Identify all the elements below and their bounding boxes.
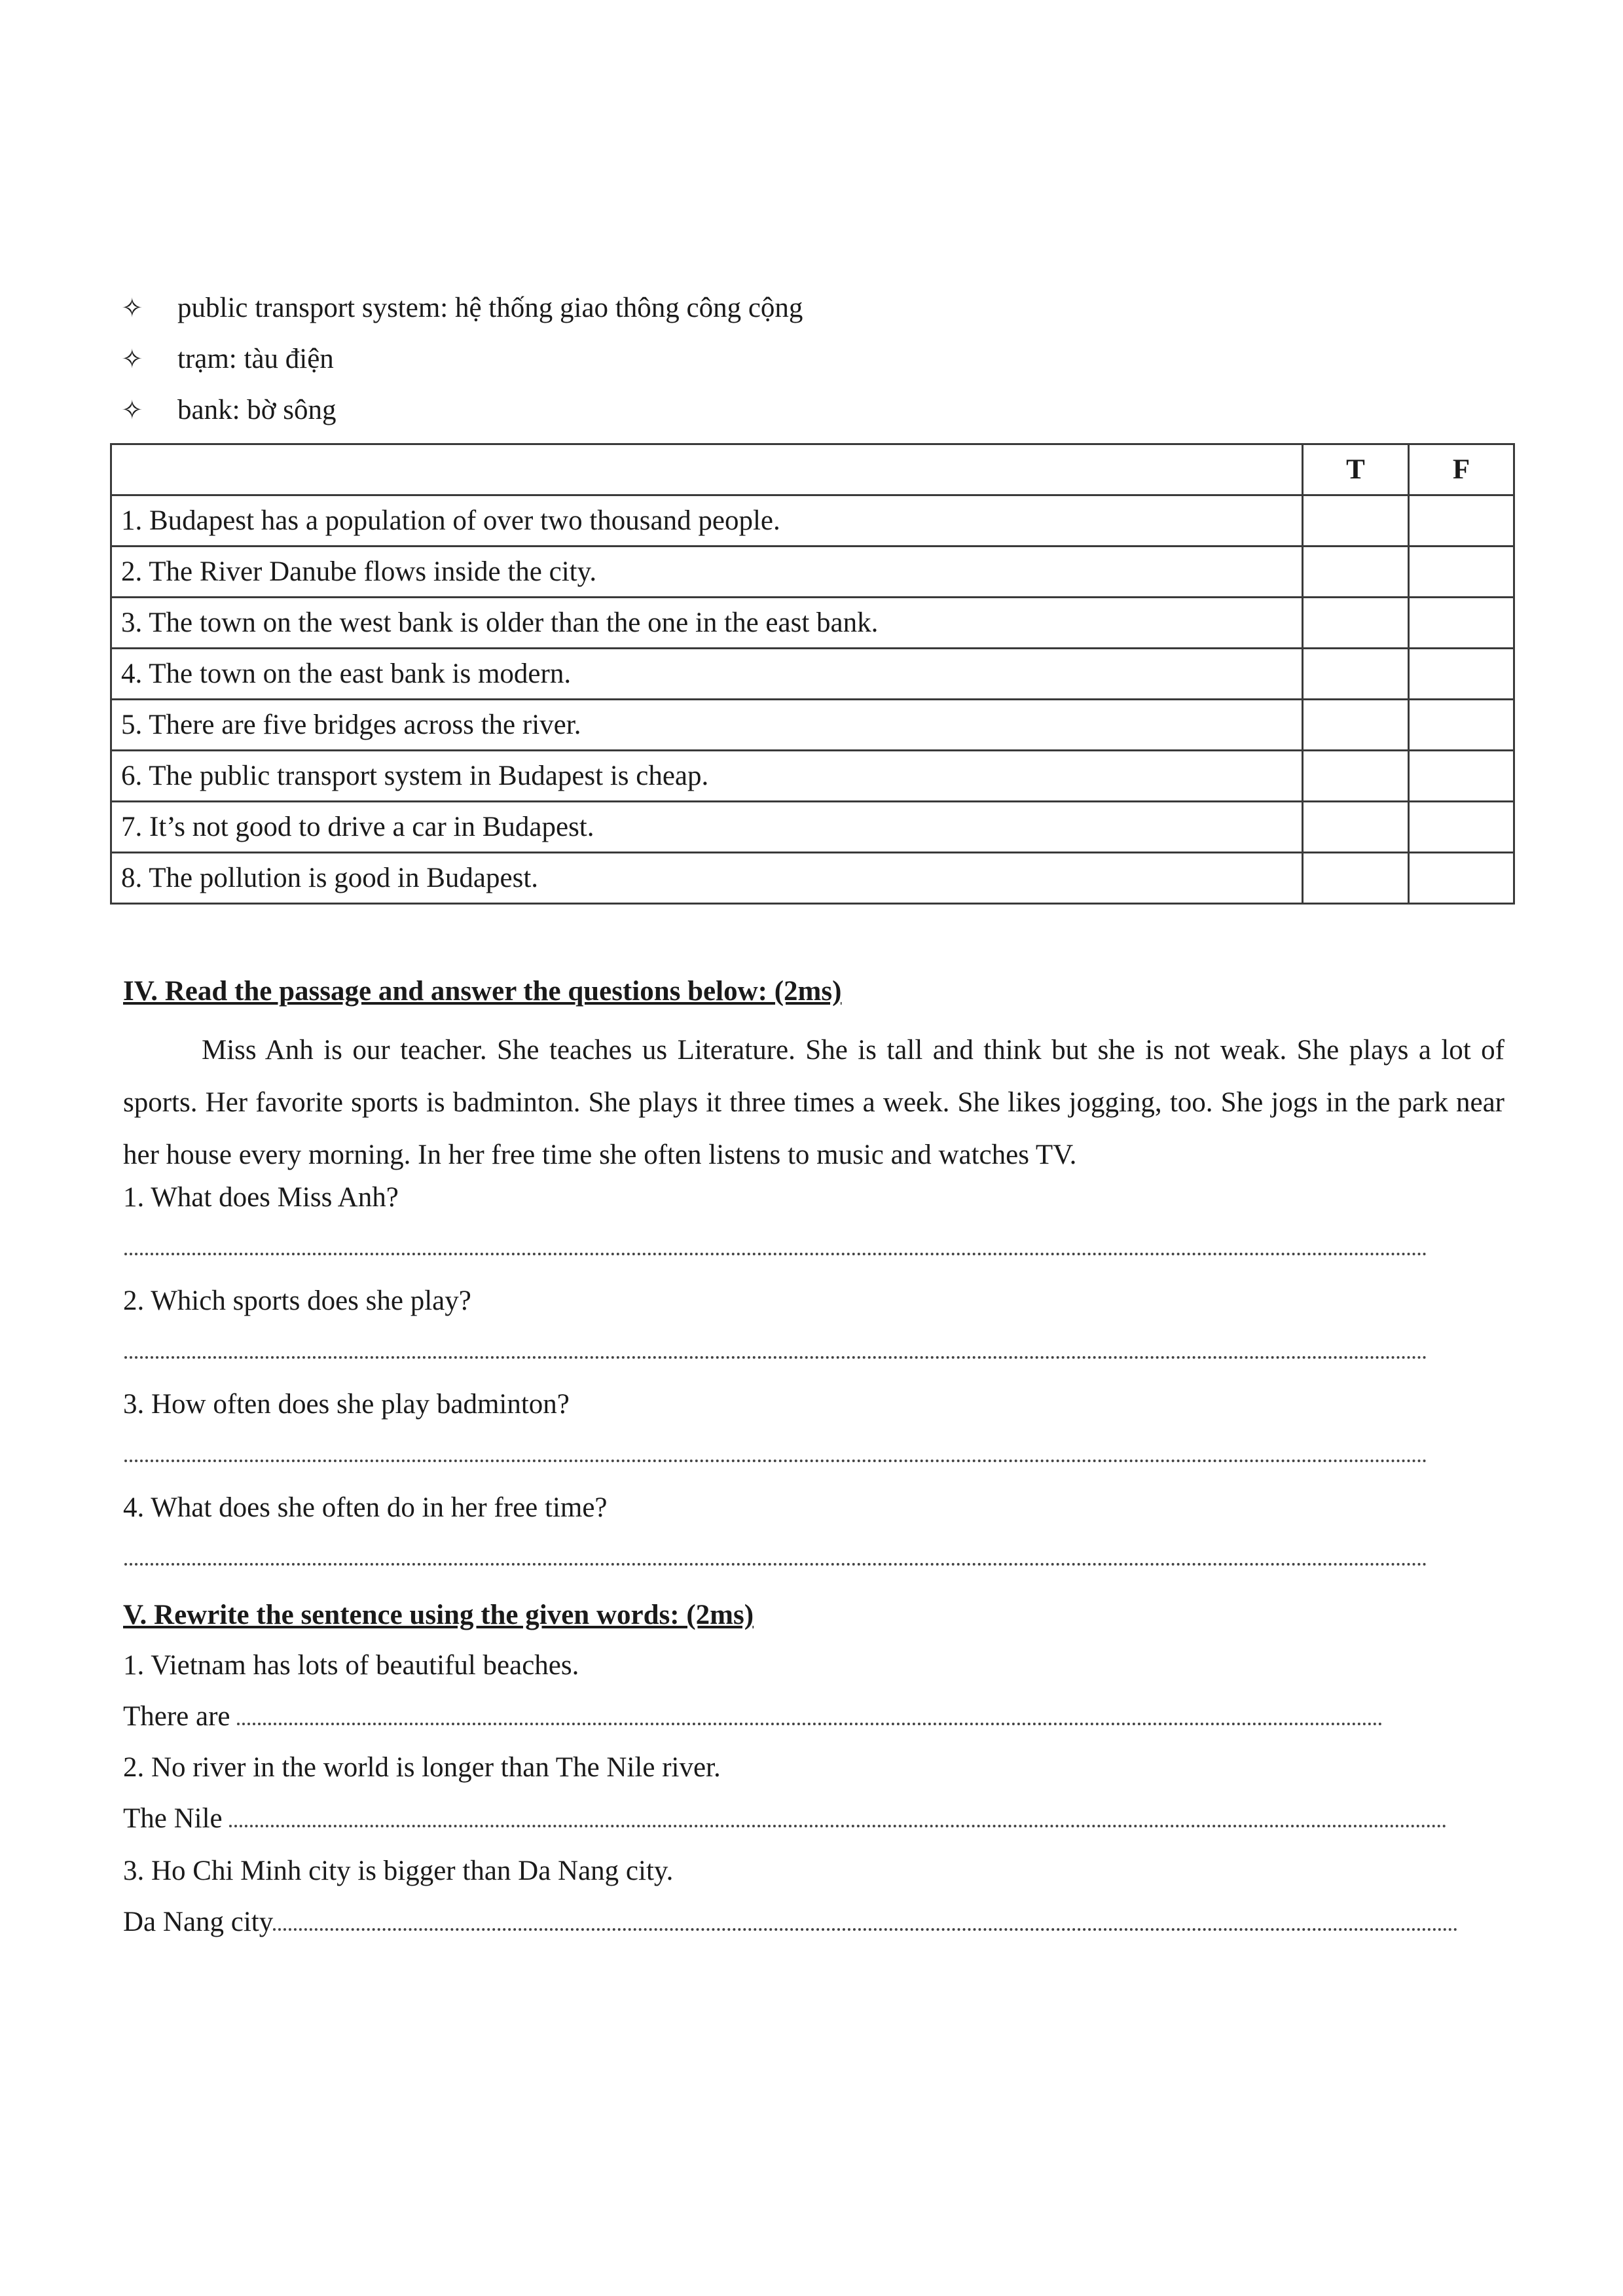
vocab-text: public transport system: hệ thống giao thông công cộng — [177, 293, 803, 323]
table-row — [111, 649, 1514, 700]
false-answer-cell[interactable] — [1409, 802, 1514, 853]
rewrite-prompt: The Nile — [123, 1803, 223, 1834]
false-answer-cell[interactable] — [1409, 495, 1514, 547]
statement-cell: 4. The town on the east bank is modern. — [111, 649, 1303, 700]
question-4: 4. What does she often do in her free time? — [123, 1492, 608, 1523]
statement-cell: 5. There are five bridges across the river. — [111, 700, 1303, 751]
header-false: F — [1409, 444, 1514, 495]
false-answer-cell[interactable] — [1409, 751, 1514, 802]
statement-cell: 7. It’s not good to drive a car in Budapest. — [111, 802, 1303, 853]
statement-cell: 6. The public transport system in Budapest is cheap. — [111, 751, 1303, 802]
statement-cell: 3. The town on the west bank is older than the one in the east bank. — [111, 598, 1303, 649]
table-row — [111, 802, 1514, 853]
false-answer-cell[interactable] — [1409, 649, 1514, 700]
table-row — [111, 495, 1514, 547]
rewrite-answer-line[interactable] — [273, 1928, 1458, 1931]
answer-line-2[interactable] — [124, 1354, 1427, 1359]
rewrite-sentence-1: 1. Vietnam has lots of beautiful beaches. — [123, 1650, 579, 1681]
table-row — [111, 700, 1514, 751]
header-statement — [111, 444, 1303, 495]
table-header-row — [111, 444, 1514, 495]
vocab-item — [121, 385, 1300, 436]
vocab-item — [121, 334, 1300, 385]
true-answer-cell[interactable] — [1303, 649, 1409, 700]
rewrite-answer-line[interactable] — [229, 1825, 1447, 1827]
table-row — [111, 598, 1514, 649]
header-true: T — [1303, 444, 1409, 495]
statement-cell: 8. The pollution is good in Budapest. — [111, 853, 1303, 904]
rewrite-prompt: Da Nang city — [123, 1907, 274, 1937]
section-v-heading: V. Rewrite the sentence using the given words: (2ms) — [123, 1600, 754, 1630]
true-answer-cell[interactable] — [1303, 751, 1409, 802]
table-row — [111, 751, 1514, 802]
table-row — [111, 547, 1514, 598]
vocabulary-list — [121, 283, 1300, 436]
answer-line-4[interactable] — [124, 1560, 1427, 1566]
reading-passage: Miss Anh is our teacher. She teaches us Literature. She is tall and think but she is not weak. She plays a lot of sports. Her favorite sports is badminton. She plays it three times a week. She likes jogging, too. She jogs in the park near her house every morning. In her free time she often listens to music and watches TV. — [123, 1035, 1504, 1170]
rewrite-answer-2 — [123, 1803, 1447, 1835]
star-bullet-icon: ✧ — [121, 344, 143, 374]
vocab-item — [121, 283, 1300, 334]
false-answer-cell[interactable] — [1409, 853, 1514, 904]
rewrite-prompt: There are — [123, 1701, 230, 1732]
vocab-text: bank: bờ sông — [177, 395, 337, 425]
true-answer-cell[interactable] — [1303, 598, 1409, 649]
question-1: 1. What does Miss Anh? — [123, 1182, 399, 1213]
star-bullet-icon: ✧ — [121, 293, 143, 323]
rewrite-answer-line[interactable] — [237, 1723, 1383, 1725]
answer-line-1[interactable] — [124, 1250, 1427, 1255]
table-row — [111, 853, 1514, 904]
rewrite-sentence-3: 3. Ho Chi Minh city is bigger than Da Nang city. — [123, 1856, 674, 1886]
star-bullet-icon: ✧ — [121, 395, 143, 425]
statement-cell: 1. Budapest has a population of over two thousand people. — [111, 495, 1303, 547]
question-3: 3. How often does she play badminton? — [123, 1389, 570, 1420]
true-answer-cell[interactable] — [1303, 700, 1409, 751]
answer-line-3[interactable] — [124, 1457, 1427, 1462]
true-answer-cell[interactable] — [1303, 547, 1409, 598]
false-answer-cell[interactable] — [1409, 598, 1514, 649]
true-false-table — [110, 443, 1515, 905]
rewrite-sentence-2: 2. No river in the world is longer than The Nile river. — [123, 1752, 721, 1783]
true-answer-cell[interactable] — [1303, 495, 1409, 547]
statement-cell: 2. The River Danube flows inside the city. — [111, 547, 1303, 598]
false-answer-cell[interactable] — [1409, 700, 1514, 751]
vocab-text: trạm: tàu điện — [177, 344, 334, 374]
question-2: 2. Which sports does she play? — [123, 1285, 471, 1316]
rewrite-answer-1 — [123, 1700, 1383, 1732]
true-answer-cell[interactable] — [1303, 802, 1409, 853]
rewrite-answer-3 — [123, 1906, 1458, 1938]
section-iv-heading: IV. Read the passage and answer the questions below: (2ms) — [123, 976, 842, 1007]
false-answer-cell[interactable] — [1409, 547, 1514, 598]
true-answer-cell[interactable] — [1303, 853, 1409, 904]
